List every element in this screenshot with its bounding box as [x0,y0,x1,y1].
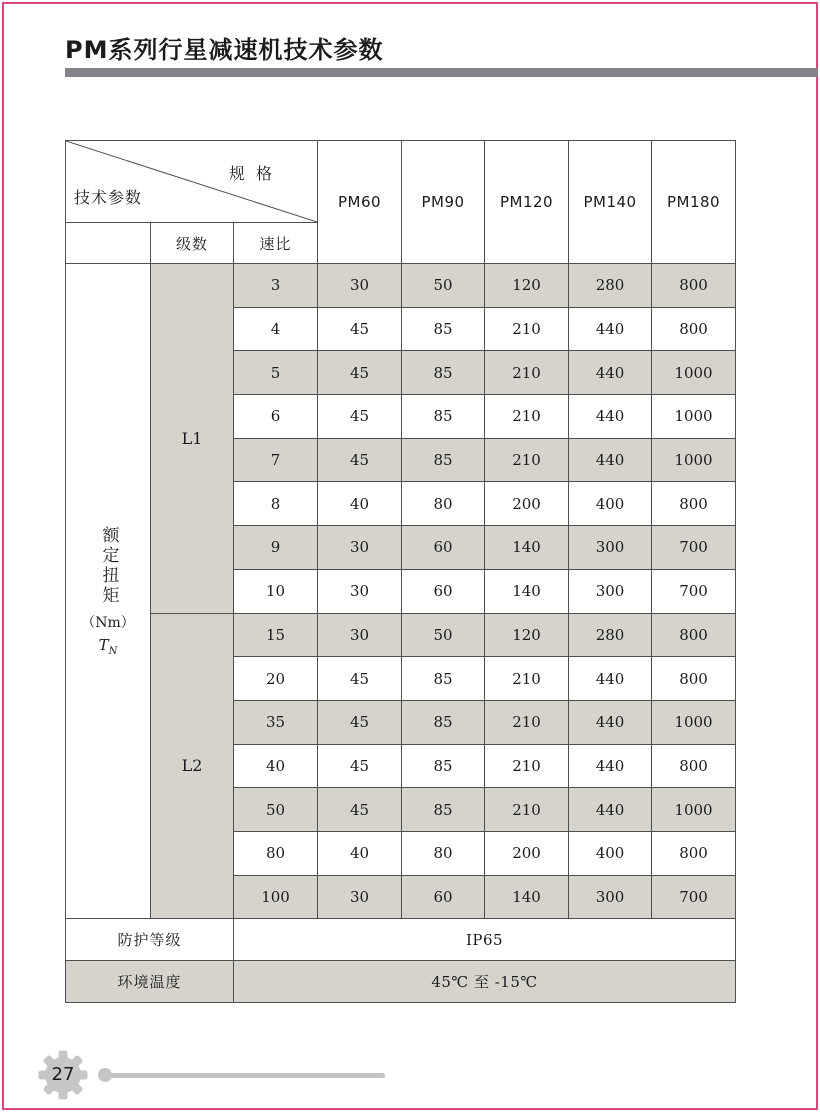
ratio-cell: 9 [234,526,318,570]
value-cell: 85 [402,744,485,788]
value-cell: 85 [402,307,485,351]
value-cell: 80 [402,831,485,875]
model-header-pm120: PM120 [485,141,569,264]
value-cell: 1000 [652,700,736,744]
value-cell: 280 [569,264,652,308]
value-cell: 440 [569,438,652,482]
torque-label-cell [66,264,151,919]
value-cell: 800 [652,657,736,701]
ratio-cell: 4 [234,307,318,351]
value-cell: 45 [318,788,402,832]
ratio-cell: 6 [234,395,318,439]
stage-header-label: 级数 [151,223,234,264]
value-cell: 300 [569,875,652,919]
protection-label: 防护等级 [66,919,234,961]
ratio-cell: 80 [234,831,318,875]
value-cell: 700 [652,569,736,613]
spec-row [66,613,736,657]
model-header-pm90: PM90 [402,141,485,264]
value-cell: 60 [402,875,485,919]
value-cell: 210 [485,700,569,744]
title-underline-bar [65,68,818,77]
value-cell: 1000 [652,438,736,482]
header-row-1 [66,141,736,223]
value-cell: 60 [402,526,485,570]
torque-unit: （Nm） [81,614,135,631]
value-cell: 210 [485,351,569,395]
value-cell: 45 [318,438,402,482]
ratio-cell: 3 [234,264,318,308]
value-cell: 30 [318,569,402,613]
empty-header-cell [66,223,151,264]
value-cell: 85 [402,351,485,395]
value-cell: 300 [569,526,652,570]
ratio-cell: 10 [234,569,318,613]
protection-row [66,919,736,961]
value-cell: 120 [485,264,569,308]
value-cell: 440 [569,657,652,701]
value-cell: 440 [569,395,652,439]
value-cell: 40 [318,482,402,526]
torque-symbol-subscript: N [108,645,118,657]
spec-header-label: 规 格 [228,164,276,183]
value-cell: 300 [569,569,652,613]
value-cell: 280 [569,613,652,657]
stage-cell: L2 [151,613,234,919]
model-header-pm180: PM180 [652,141,736,264]
ratio-cell: 40 [234,744,318,788]
page-title: PM系列行星减速机技术参数 [65,36,384,64]
page-number: 27 [51,1064,75,1085]
value-cell: 210 [485,395,569,439]
spec-table [65,140,736,1003]
value-cell: 45 [318,744,402,788]
value-cell: 45 [318,307,402,351]
ratio-cell: 100 [234,875,318,919]
value-cell: 45 [318,395,402,439]
value-cell: 800 [652,744,736,788]
value-cell: 40 [318,831,402,875]
value-cell: 800 [652,831,736,875]
value-cell: 440 [569,744,652,788]
ratio-cell: 20 [234,657,318,701]
torque-label-vertical: 额定扭矩 [98,525,119,606]
ratio-header-label: 速比 [234,223,318,264]
value-cell: 1000 [652,788,736,832]
value-cell: 800 [652,307,736,351]
spec-table-footer [66,919,736,1003]
value-cell: 30 [318,613,402,657]
value-cell: 700 [652,526,736,570]
value-cell: 400 [569,831,652,875]
ratio-cell: 15 [234,613,318,657]
temperature-label: 环境温度 [66,961,234,1003]
page-footer [37,1049,437,1101]
value-cell: 440 [569,700,652,744]
model-header-pm140: PM140 [569,141,652,264]
value-cell: 140 [485,526,569,570]
tech-params-label: 技术参数 [74,188,143,207]
footer-decorative-line [105,1073,385,1078]
value-cell: 200 [485,482,569,526]
model-header-pm60: PM60 [318,141,402,264]
value-cell: 120 [485,613,569,657]
value-cell: 400 [569,482,652,526]
ratio-cell: 35 [234,700,318,744]
value-cell: 800 [652,613,736,657]
value-cell: 30 [318,526,402,570]
value-cell: 210 [485,788,569,832]
value-cell: 45 [318,351,402,395]
value-cell: 140 [485,875,569,919]
spec-row [66,264,736,308]
value-cell: 85 [402,438,485,482]
value-cell: 800 [652,482,736,526]
diagonal-line [66,141,317,222]
value-cell: 440 [569,307,652,351]
diagonal-header-cell [66,141,318,223]
torque-symbol-letter: T [98,635,109,654]
value-cell: 210 [485,657,569,701]
value-cell: 700 [652,875,736,919]
value-cell: 140 [485,569,569,613]
value-cell: 210 [485,438,569,482]
ratio-cell: 8 [234,482,318,526]
value-cell: 30 [318,875,402,919]
value-cell: 440 [569,788,652,832]
value-cell: 85 [402,700,485,744]
ratio-cell: 7 [234,438,318,482]
value-cell: 1000 [652,351,736,395]
value-cell: 210 [485,744,569,788]
protection-value: IP65 [234,919,736,961]
temperature-value: 45℃ 至 -15℃ [234,961,736,1003]
value-cell: 1000 [652,395,736,439]
value-cell: 50 [402,264,485,308]
temperature-row [66,961,736,1003]
ratio-cell: 50 [234,788,318,832]
value-cell: 200 [485,831,569,875]
stage-cell: L1 [151,264,234,614]
ratio-cell: 5 [234,351,318,395]
value-cell: 800 [652,264,736,308]
value-cell: 45 [318,700,402,744]
value-cell: 60 [402,569,485,613]
value-cell: 85 [402,395,485,439]
value-cell: 440 [569,351,652,395]
value-cell: 50 [402,613,485,657]
value-cell: 45 [318,657,402,701]
spec-table-body [66,264,736,919]
value-cell: 30 [318,264,402,308]
value-cell: 85 [402,788,485,832]
torque-symbol [66,636,150,657]
value-cell: 85 [402,657,485,701]
value-cell: 210 [485,307,569,351]
value-cell: 80 [402,482,485,526]
